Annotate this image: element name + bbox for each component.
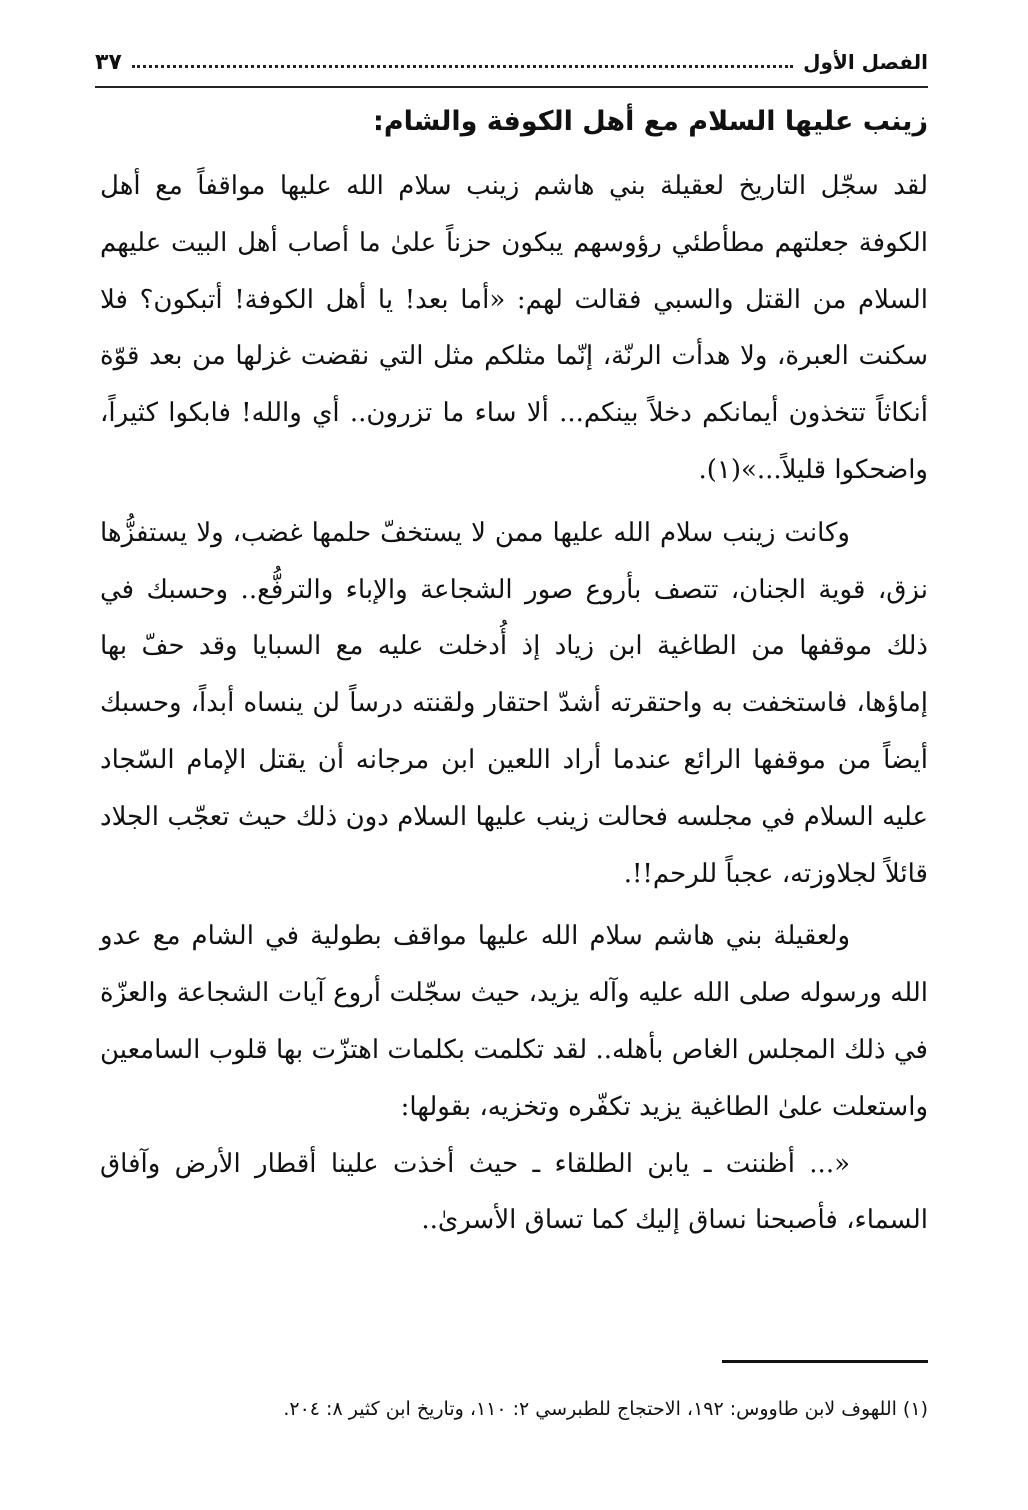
- paragraph-3: ولعقيلة بني هاشم سلام الله عليها مواقف بطولية في الشام مع عدو الله ورسوله صلى الله عليه وآله يزيد، حيث سجّلت أروع آيات الشجاعة والعزّة في ذلك المجلس الغاص بأهله.. لقد تكلمت بكلمات اهتزّت بها قلوب السامعين واستعلت علىٰ الطاغية يزيد تكفّره وتخزيه، بقولها:: [100, 921, 928, 1122]
- footnote: (١) اللهوف لابن طاووس: ١٩٢، الاحتجاج للطبرسي ٢: ١١٠، وتاريخ ابن كثير ٨: ٢٠٤.: [283, 1398, 928, 1420]
- body-text: [100, 158, 928, 1249]
- page-number: ٣٧: [95, 49, 122, 75]
- running-header: [95, 42, 928, 82]
- chapter-title: الفصل الأول: [803, 50, 928, 74]
- leader-dots: [132, 65, 793, 68]
- paragraph-2: وكانت زينب سلام الله عليها ممن لا يستخفّ حلمها غضب، ولا يستفزُّها نزق، قوية الجنان، تتصف بأروع صور الشجاعة والإباء والترفُّع.. وحسبك في ذلك موقفها من الطاغية ابن زياد إذ أُدخلت عليه مع السبايا وقد حفّ بها إماؤها، فاستخفت به واحتقرته أشدّ احتقار ولقنته درساً لن ينساه أبداً، وحسبك أيضاً من موقفها الرائع عندما أراد اللعين ابن مرجانه أن يقتل الإمام السّجاد عليه السلام في مجلسه فحالت زينب عليها السلام دون ذلك حيث تعجّب الجلاد قائلاً لجلاوزته، عجباً للرحم!!.: [100, 517, 928, 889]
- header-rule: [95, 86, 928, 88]
- footnote-rule: [722, 1360, 928, 1363]
- paragraph-4-quote: «... أظننت ـ يابن الطلقاء ـ حيث أخذت علينا أقطار الأرض وآفاق السماء، فأصبحنا نساق إليك كما تساق الأسرىٰ..: [100, 1148, 928, 1236]
- paragraph-1: لقد سجّل التاريخ لعقيلة بني هاشم زينب سلام الله عليها مواقفاً مع أهل الكوفة جعلتهم مطأطئي رؤوسهم يبكون حزناً علىٰ ما أصاب أهل البيت عليهم السلام من القتل والسبي فقالت لهم: «أما بعد! يا أهل الكوفة! أتبكون؟ فلا سكنت العبرة، ولا هدأت الرنّة، إنّما مثلكم مثل التي نقضت غزلها من بعد قوّة أنكاثاً تتخذون أيمانكم دخلاً بينكم... ألا ساء ما تزرون.. أي والله! فابكوا كثيراً، واضحكوا قليلاً...»(١).: [100, 171, 928, 485]
- section-heading: زينب عليها السلام مع أهل الكوفة والشام:: [373, 106, 928, 137]
